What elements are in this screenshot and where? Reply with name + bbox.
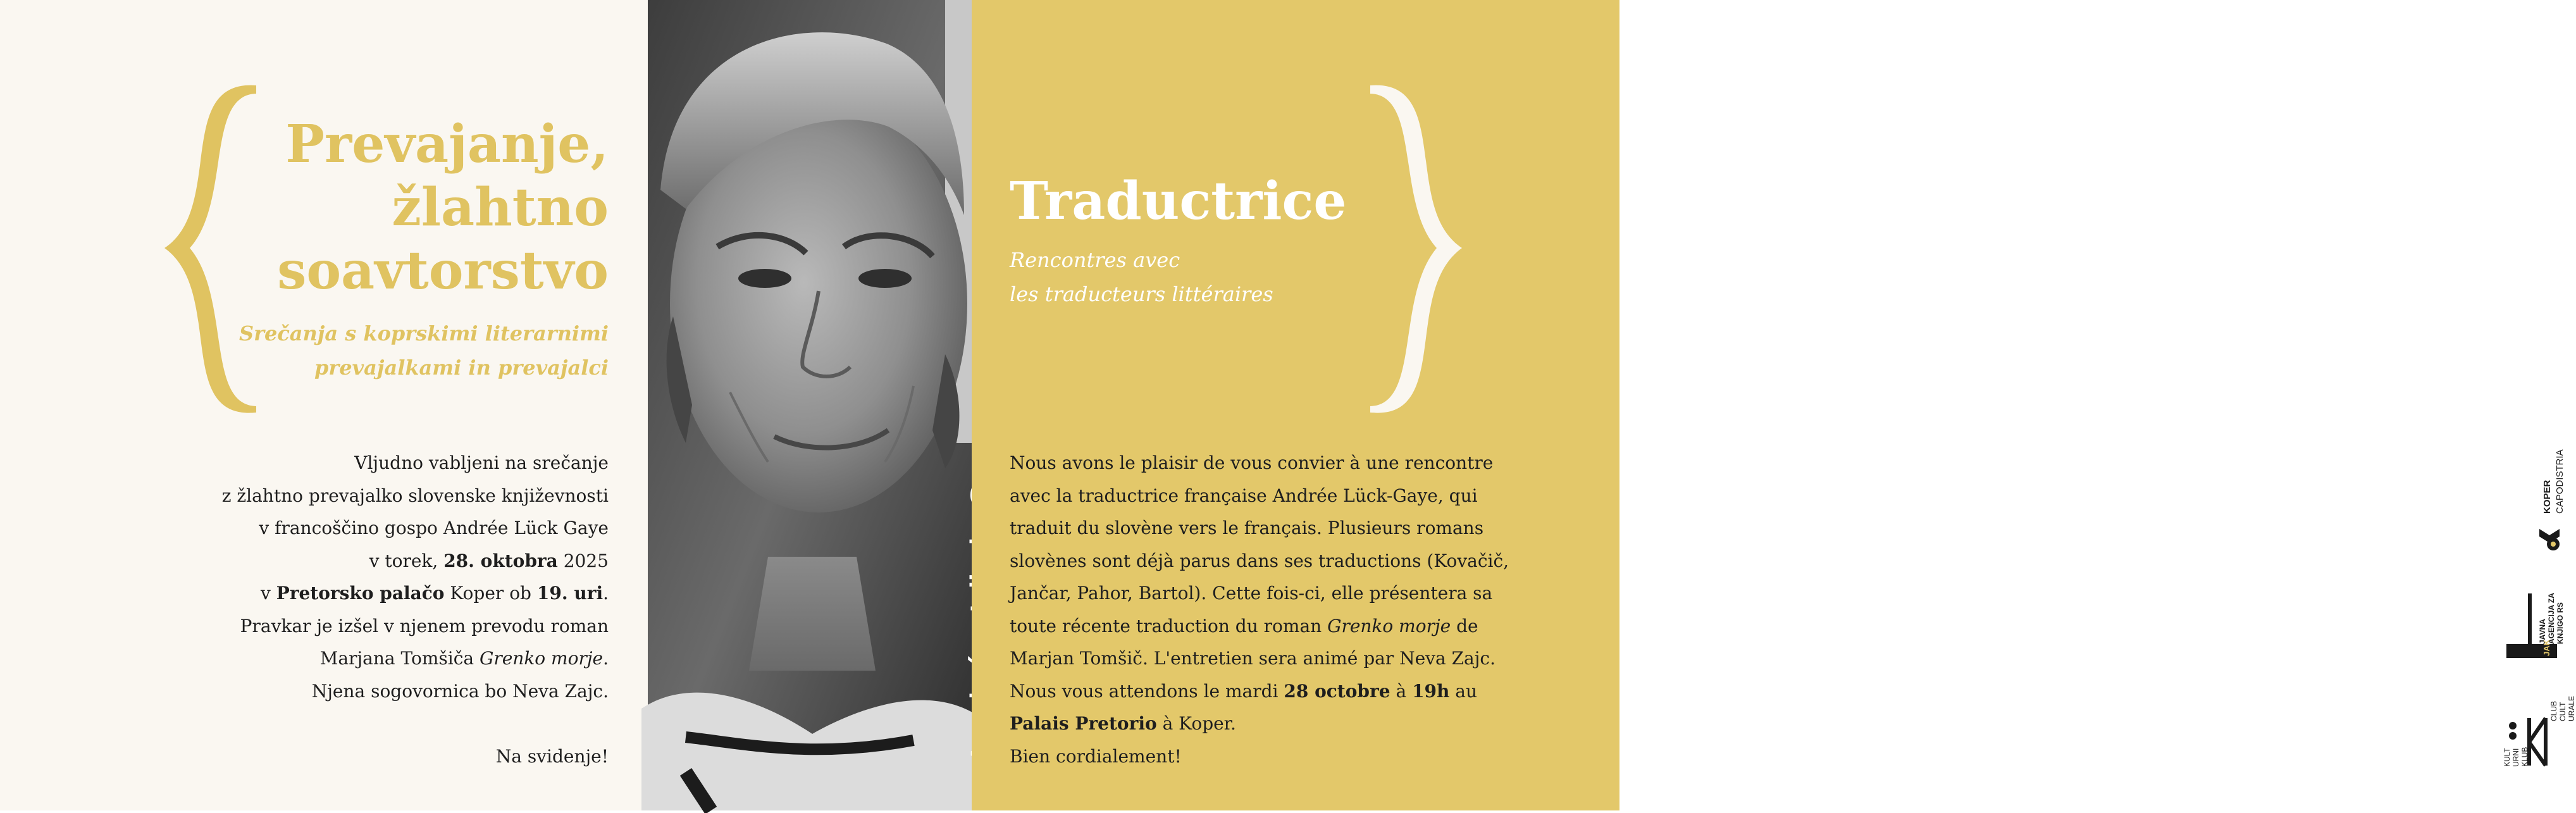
slovene-title	[216, 113, 609, 302]
invitation-book-line	[153, 642, 609, 675]
invitation-venue-line	[1010, 707, 1516, 740]
text-fragment: à Koper.	[1156, 713, 1236, 734]
event-time: 19. uri	[536, 583, 604, 604]
invitation-line: Vljudno vabljeni na srečanje	[354, 452, 609, 473]
slovene-subtitle-line: prevajalkami in prevajalci	[314, 356, 609, 380]
kk-logo-text: URNI	[2511, 748, 2520, 767]
portrait-illustration	[648, 0, 972, 810]
slovene-invitation-text	[153, 447, 609, 773]
text-fragment: v torek,	[369, 550, 444, 571]
french-subtitle-line: Rencontres avec	[1010, 248, 1180, 272]
invitation-line: Nous avons le plaisir de vous convier à une rencontre	[1010, 452, 1494, 473]
invitation-line: v francoščino gospo Andrée Lück Gaye	[259, 518, 609, 538]
invitation-line: Jančar, Pahor, Bartol). Cette fois-ci, elle présentera sa	[1010, 583, 1493, 604]
text-fragment: .	[603, 648, 609, 669]
invitation-line: z žlahtno prevajalko slovenske književnosti	[221, 485, 609, 506]
invitation-line: Pravkar je izšel v njenem prevodu roman	[240, 615, 609, 636]
jak-logo-text: AGENCIJA ZA	[2547, 593, 2556, 644]
jak-stem	[2528, 593, 2532, 644]
text-fragment: Nous vous attendons le mardi	[1010, 680, 1284, 702]
koper-logo-subtext: CAPODISTRIA	[2554, 449, 2565, 514]
text-fragment: Koper ob	[444, 583, 537, 604]
closing-greeting: Na svidenje!	[495, 745, 609, 767]
slovene-subtitle-line: Srečanja s koprskimi literarnimi	[238, 321, 609, 345]
text-fragment: v	[260, 583, 276, 604]
event-venue: Palais Pretorio	[1010, 713, 1157, 734]
kk-logo-text: CULT	[2558, 702, 2567, 721]
french-invitation-text	[1010, 447, 1516, 773]
text-fragment: .	[603, 583, 609, 604]
event-date: 28 octobre	[1284, 680, 1390, 702]
sponsor-logos	[2503, 443, 2576, 772]
kk-logo-text: KLUB	[2520, 747, 2529, 767]
event-time: 19h	[1412, 680, 1450, 702]
french-subtitle-line: les traducteurs littéraires	[1010, 282, 1273, 306]
book-title: Grenko morje	[479, 648, 604, 669]
slovene-subtitle	[191, 316, 609, 385]
text-fragment: 2025	[557, 550, 609, 571]
text-fragment: toute récente traduction du roman	[1010, 615, 1328, 636]
french-title: Traductrice	[1010, 171, 1347, 232]
french-panel	[972, 0, 2576, 810]
invitation-book-line	[1010, 610, 1516, 643]
invitation-date-line	[153, 545, 609, 578]
invitation-line: traduit du slovène vers le français. Plusieurs romans	[1010, 518, 1484, 538]
text-fragment: au	[1449, 680, 1478, 702]
koper-emblem-icon	[2537, 525, 2562, 553]
jak-mark: JAK	[2542, 639, 2551, 656]
kk-logo-text: URALE	[2567, 695, 2576, 721]
invitation-venue-line	[153, 577, 609, 610]
invitation-date-line	[1010, 675, 1516, 708]
event-date: 28. oktobra	[443, 550, 558, 571]
closing-greeting: Bien cordialement!	[1010, 745, 1182, 767]
kk-logo-text: KULT	[2503, 748, 2511, 767]
kk-logo-text: CLUB	[2549, 700, 2558, 721]
event-venue: Pretorsko palačo	[276, 583, 445, 604]
jak-logo-text: JAVNA	[2538, 619, 2547, 644]
invitation-line: slovènes sont déjà parus dans ses traductions (Kovačič,	[1010, 550, 1509, 571]
book-title: Grenko morje	[1327, 615, 1451, 636]
text-fragment: Marjana Tomšiča	[319, 648, 480, 669]
invitation-line: Marjan Tomšič. L'entretien sera animé par Neva Zajc.	[1010, 648, 1496, 669]
slovene-title-line: žlahtno	[392, 177, 609, 238]
koper-logo-text: KOPER	[2542, 480, 2553, 514]
invitation-line: avec la traductrice française Andrée Lück-Gaye, qui	[1010, 485, 1478, 506]
text-fragment: de	[1451, 615, 1478, 636]
portrait-photo	[648, 0, 972, 810]
kk-emblem-icon	[2508, 712, 2571, 769]
slovene-title-line: Prevajanje,	[285, 114, 609, 175]
french-subtitle	[1010, 243, 1389, 311]
slovene-panel	[0, 0, 648, 810]
invitation-line: Njena sogovornica bo Neva Zajc.	[311, 680, 609, 702]
jak-logo-text: KNJIGO RS	[2556, 602, 2565, 644]
text-fragment: à	[1390, 680, 1413, 702]
slovene-title-line: soavtorstvo	[277, 240, 609, 301]
